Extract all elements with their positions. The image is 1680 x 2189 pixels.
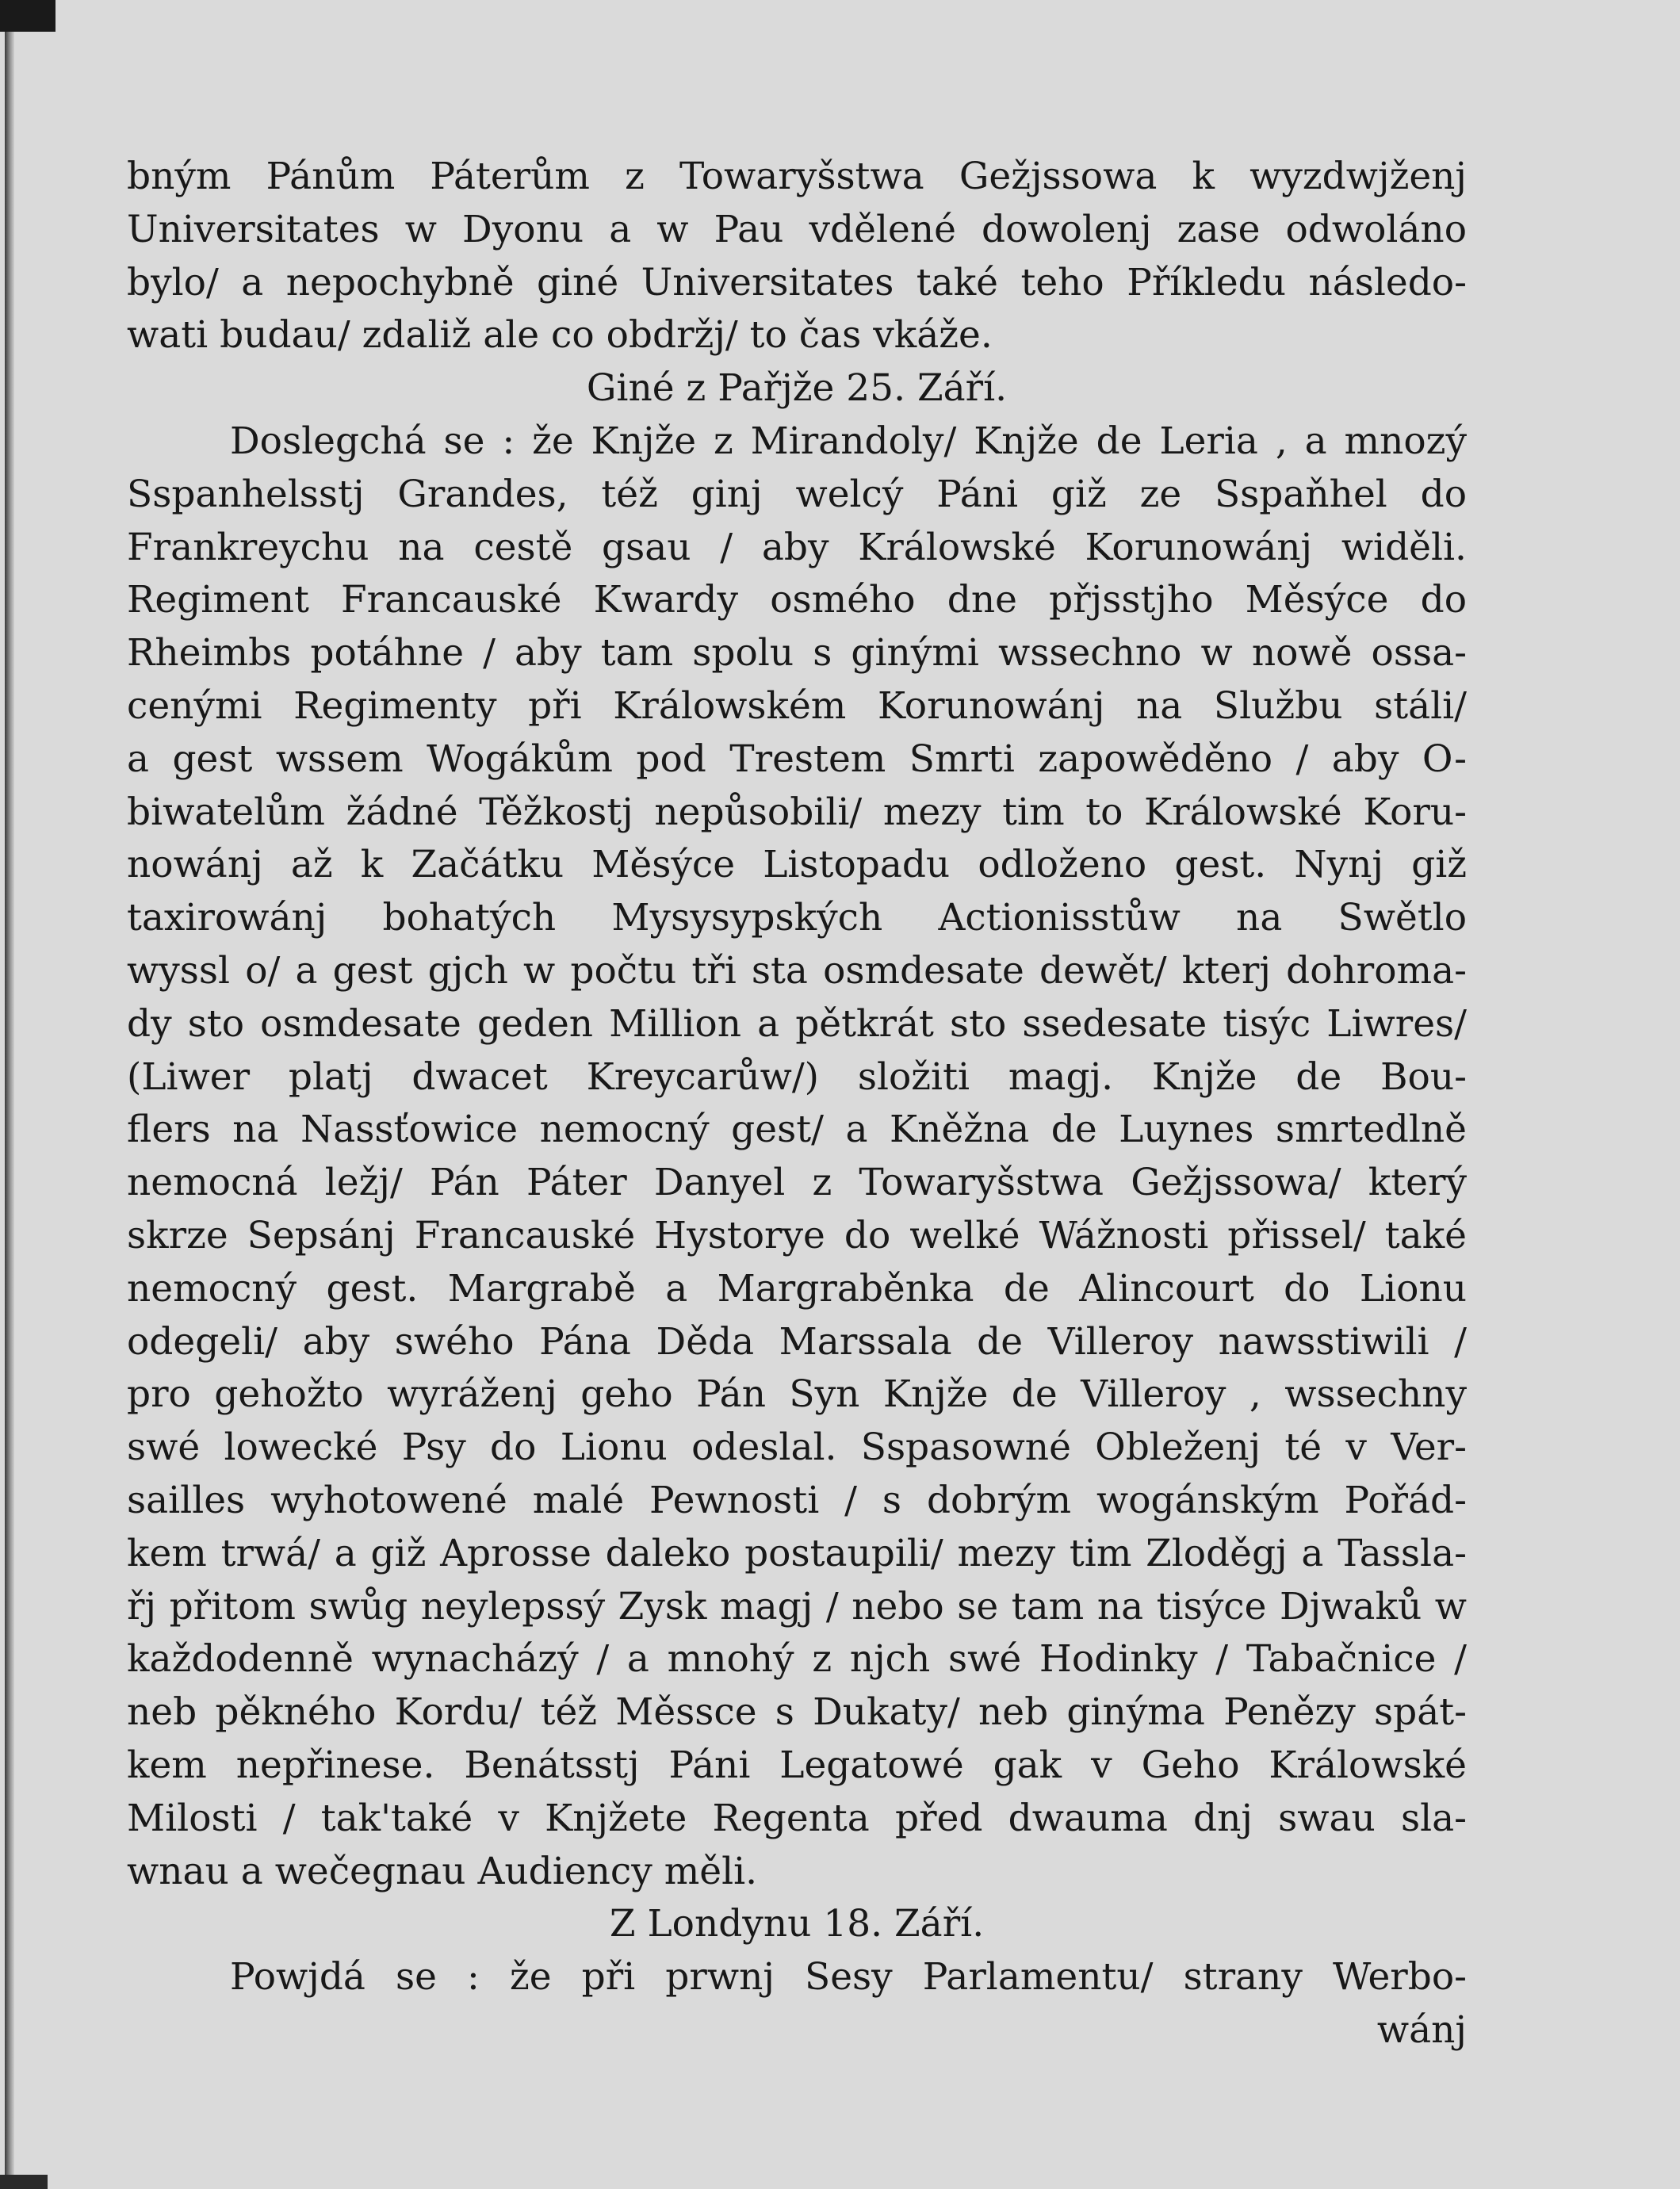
text-line: Sspanhelsstj Grandes, též ginj welcý Páni giž ze Sspaňhel do bbox=[127, 472, 1467, 516]
catchword: wánj bbox=[1376, 2007, 1467, 2052]
text-line: bylo/ a nepochybně giné Universitates také teho Příkledu následo- bbox=[127, 260, 1467, 304]
text-line: bným Pánům Páterům z Towaryšstwa Gežjssowa k wyzdwjženj bbox=[127, 155, 1467, 198]
text-line: kem nepřinese. Benátsstj Páni Legatowé gak v Geho Králowské bbox=[127, 1743, 1467, 1787]
news-heading-paris: Giné z Pařjže 25. Září. bbox=[586, 366, 1008, 411]
text-line: (Liwer platj dwacet Kreycarůw/) složiti magj. Knjže de Bou- bbox=[127, 1054, 1467, 1099]
text-line: swé lowecké Psy do Lionu odeslal. Sspasowné Obleženj té v Ver- bbox=[127, 1426, 1467, 1470]
text-line: neb pěkného Kordu/ též Měssce s Dukaty/ neb ginýma Penězy spát- bbox=[127, 1690, 1467, 1735]
text-line: nemocná ležj/ Pán Páter Danyel z Towaryšstwa Gežjssowa/ který bbox=[127, 1161, 1467, 1205]
text-line: kem trwá/ a giž Aprosse daleko postaupili/ mezy tim Zloděgj a Tassla- bbox=[127, 1531, 1467, 1575]
text-line: každodenně wynacházý / a mnohý z njch swé Hodinky / Tabačnice / bbox=[127, 1637, 1467, 1682]
text-line: řj přitom swůg neylepssý Zysk magj / nebo se tam na tisýce Djwaků w bbox=[127, 1584, 1467, 1628]
news-heading-london: Z Londynu 18. Září. bbox=[609, 1902, 985, 1946]
text-line: wati budau/ zdaliž ale co obdržj/ to čas vkáže. bbox=[127, 313, 993, 358]
text-line: Universitates w Dyonu a w Pau vdělené dowolenj zase odwoláno bbox=[127, 207, 1467, 251]
book-spine-edge bbox=[5, 32, 14, 2189]
text-line: Rheimbs potáhne / aby tam spolu s ginými wssechno w nowě ossa- bbox=[127, 631, 1467, 675]
text-line: biwatelům žádné Těžkostj nepůsobili/ mezy tim to Králowské Koru- bbox=[127, 790, 1467, 834]
text-line: Frankreychu na cestě gsau / aby Králowské Korunowánj widěli. bbox=[127, 525, 1467, 569]
paragraph-1 bbox=[127, 151, 1467, 362]
scan-bottom-mark bbox=[0, 2175, 48, 2189]
text-block bbox=[127, 151, 1467, 2057]
text-line: skrze Sepsánj Francauské Hystorye do welké Wážnosti přissel/ také bbox=[127, 1213, 1467, 1257]
text-line: Doslegchá se : že Knjže z Mirandoly/ Knjže de Leria , a mnozý bbox=[230, 419, 1467, 463]
text-line: cenými Regimenty při Králowském Korunowánj na Službu stáli/ bbox=[127, 683, 1467, 728]
scan-corner-mark bbox=[0, 0, 55, 32]
text-line: sailles wyhotowené malé Pewnosti / s dobrým wogánským Pořád- bbox=[127, 1478, 1467, 1522]
text-line: Milosti / tak'také v Knjžete Regenta před dwauma dnj swau sla- bbox=[127, 1796, 1467, 1840]
text-line: wnau a wečegnau Audiency měli. bbox=[127, 1849, 758, 1893]
text-line: flers na Nassťowice nemocný gest/ a Kněžna de Luynes smrtedlně bbox=[127, 1108, 1467, 1152]
text-line: wyssl o/ a gest gjch w počtu tři sta osmdesate dewět/ kterj dohroma- bbox=[127, 948, 1467, 993]
text-line: dy sto osmdesate geden Million a pětkrát sto ssedesate tisýc Liwres/ bbox=[127, 1001, 1467, 1046]
text-line: odegeli/ aby swého Pána Děda Marssala de Villeroy nawsstiwili / bbox=[127, 1319, 1467, 1364]
text-line: nowánj až k Začátku Měsýce Listopadu odloženo gest. Nynj giž bbox=[127, 843, 1467, 887]
text-line: Powjdá se : že při prwnj Sesy Parlamentu/ strany Werbo- bbox=[230, 1955, 1467, 2000]
text-line: a gest wssem Wogákům pod Trestem Smrti zapowěděno / aby O- bbox=[127, 737, 1467, 781]
text-line: pro gehožto wyráženj geho Pán Syn Knjže de Villeroy , wssechny bbox=[127, 1372, 1467, 1417]
text-line: nemocný gest. Margrabě a Margraběnka de Alincourt do Lionu bbox=[127, 1266, 1467, 1311]
paragraph-2 bbox=[127, 415, 1467, 1898]
text-line: Regiment Francauské Kwardy osmého dne přjsstjho Měsýce do bbox=[127, 578, 1467, 622]
paragraph-3 bbox=[127, 1951, 1467, 2057]
text-line: taxirowánj bohatých Mysysypských Actionisstůw na Swětlo bbox=[127, 896, 1467, 940]
